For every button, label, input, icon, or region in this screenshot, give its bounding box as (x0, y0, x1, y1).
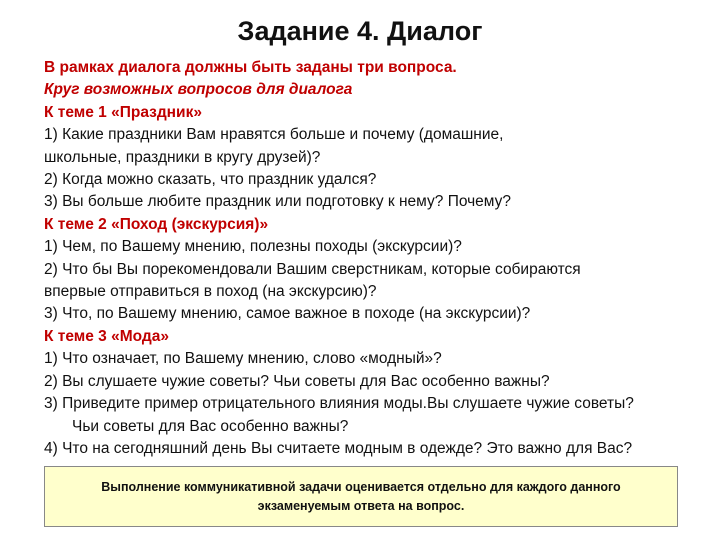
intro-text: В рамках диалога должны быть заданы три вопроса. (44, 59, 457, 76)
topic-3-heading: К теме 3 «Мода» (44, 327, 169, 345)
topic-2-heading: К теме 2 «Поход (экскурсия)» (44, 215, 269, 233)
topic-3-question: 2) Вы слушаете чужие советы? Чьи советы для Вас особенно важны? (44, 372, 550, 390)
topic-2-question: 1) Чем, по Вашему мнению, полезны походы (экскурсии)? (44, 238, 462, 256)
topic-3-question: Чьи советы для Вас особенно важны? (72, 417, 349, 435)
topic-3-question: 3) Приведите пример отрицательного влияния моды.Вы слушаете чужие советы? (44, 395, 634, 413)
topic-2-question: 3) Что, по Вашему мнению, самое важное в походе (на экскурсии)? (44, 305, 531, 323)
topic-2-question: 2) Что бы Вы порекомендовали Вашим сверстникам, которые собираются (44, 260, 581, 278)
questions-subtitle: Круг возможных вопросов для диалога (44, 81, 353, 99)
topic-1-heading: К теме 1 «Праздник» (44, 103, 202, 121)
assessment-note-text: Выполнение коммуникативной задачи оценивается отдельно для каждого данного экзаменуемым ответа на вопрос. (101, 479, 621, 513)
topic-3-question: 4) Что на сегодняшний день Вы считаете модным в одежде? Это важно для Вас? (44, 439, 633, 457)
topic-2-question: впервые отправиться в поход (на экскурсию)? (44, 283, 377, 301)
task-content (44, 57, 694, 460)
topic-3-question: 1) Что означает, по Вашему мнению, слово «модный»? (44, 350, 442, 368)
topic-1-question: 2) Когда можно сказать, что праздник удался? (44, 171, 377, 189)
topic-1-question: 3) Вы больше любите праздник или подготовку к нему? Почему? (44, 193, 512, 211)
assessment-note-box (44, 466, 678, 527)
topic-1-question: 1) Какие праздники Вам нравятся больше и почему (домашние, (44, 126, 504, 144)
topic-1-question: школьные, праздники в кругу друзей)? (44, 148, 321, 166)
slide-title: Задание 4. Диалог (237, 16, 483, 46)
